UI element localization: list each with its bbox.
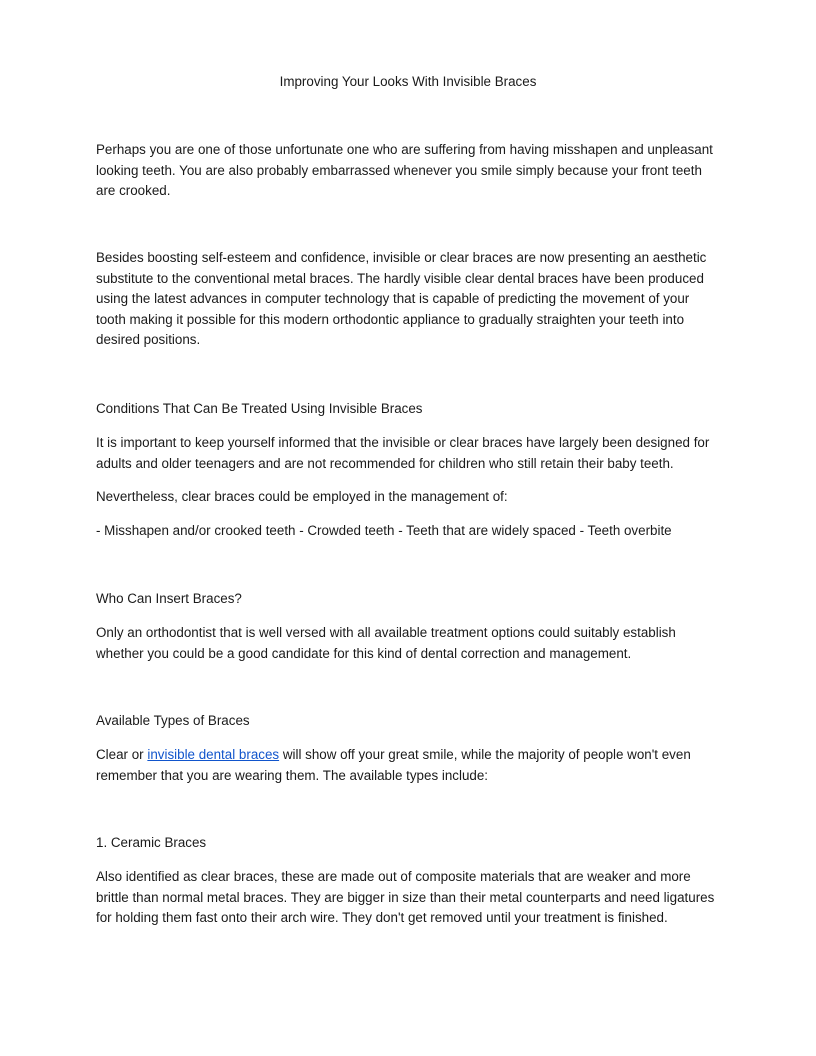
intro-paragraph-2: Besides boosting self-esteem and confidence, invisible or clear braces are now presenting an aesthetic substitute to the conventional metal braces. The hardly visible clear dental braces have been produced using the latest advances in computer technology that is capable of predicting the movement of your tooth making it possible for this modern orthodontic appliance to gradually straighten your teeth into desired positions.: [96, 250, 707, 347]
section-heading-who-can-insert: Who Can Insert Braces?: [96, 591, 242, 606]
invisible-dental-braces-link[interactable]: invisible dental braces: [147, 747, 280, 762]
conditions-list: - Misshapen and/or crooked teeth - Crowded teeth - Teeth that are widely spaced - Teeth overbite: [96, 523, 672, 538]
available-types-text-before: Clear or: [96, 747, 148, 762]
document-title: Improving Your Looks With Invisible Braces: [279, 74, 537, 89]
conditions-paragraph-1: It is important to keep yourself informed that the invisible or clear braces have largely been designed for adults and older teenagers and are not recommended for children who still retain their baby teeth.: [96, 435, 710, 471]
intro-paragraph-1: Perhaps you are one of those unfortunate one who are suffering from having misshapen and unpleasant looking teeth. You are also probably embarrassed whenever you smile simply because your front teeth are crooked.: [96, 142, 713, 198]
ceramic-braces-paragraph: Also identified as clear braces, these are made out of composite materials that are weaker and more brittle than normal metal braces. They are bigger in size than their metal counterparts and need ligatures for holding them fast onto their arch wire. They don't get removed until your treatment is finished.: [96, 869, 715, 925]
available-types-text-after: will show off your great smile, while the majority of people won't even remember that you are wearing them. The available types include:: [96, 747, 691, 783]
section-heading-available-types: Available Types of Braces: [96, 713, 250, 728]
conditions-paragraph-2: Nevertheless, clear braces could be employed in the management of:: [96, 489, 508, 504]
available-types-paragraph: [96, 745, 720, 786]
who-can-insert-paragraph: Only an orthodontist that is well versed with all available treatment options could suitably establish whether you could be a good candidate for this kind of dental correction and management.: [96, 625, 676, 661]
section-heading-ceramic-braces: 1. Ceramic Braces: [96, 835, 207, 850]
section-heading-conditions: Conditions That Can Be Treated Using Invisible Braces: [96, 401, 423, 416]
